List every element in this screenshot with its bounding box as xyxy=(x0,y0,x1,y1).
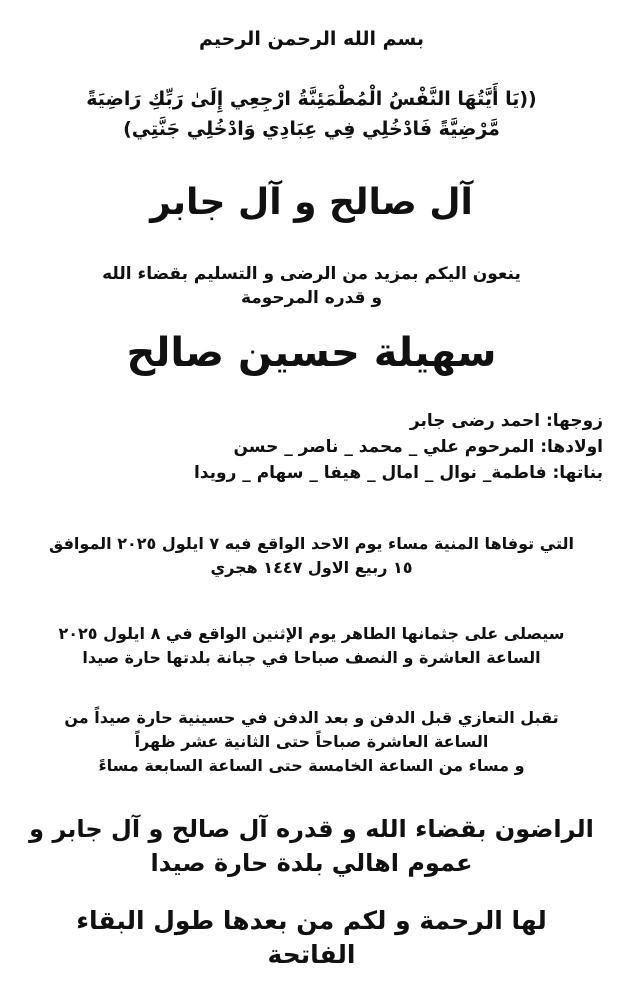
prayer-info-line-2: الساعة العاشرة و النصف صباحا في جبانة بلدتها حارة صيدا xyxy=(82,648,541,667)
final-line-1: لها الرحمة و لكم من بعدها طول البقاء xyxy=(76,906,547,935)
closing-signatories xyxy=(20,812,603,880)
condolence-line-2: الساعة العاشرة صباحاً حتى الثانية عشر ظهراً xyxy=(134,732,489,751)
death-info-line-2: ١٥ ربيع الاول ١٤٤٧ هجري xyxy=(210,558,413,577)
daughters-line: بناتها: فاطمة_ نوال _ امال _ هيفا _ سهام _ رويدا xyxy=(193,463,603,483)
condolence-line-3: و مساء من الساعة الخامسة حتى الساعة السابعة مساءً xyxy=(98,756,525,775)
condolence-info xyxy=(20,706,603,778)
verse-line-1: ((يَا أَيَّتُهَا النَّفْسُ الْمُطْمَئِنَّةُ ارْجِعِي إِلَىٰ رَبِّكِ رَاضِيَةً xyxy=(86,88,537,110)
basmala-heading: بسم الله الرحمن الرحيم xyxy=(199,28,424,50)
funeral-prayer-info xyxy=(20,622,603,670)
condolence-line-1: تقبل التعازي قبل الدفن و بعد الدفن في حسينية حارة صيداً من xyxy=(64,708,559,727)
verse-line-2: مَّرْضِيَّةً فَادْخُلِي فِي عِبَادِي وَادْخُلِي جَنَّتِي) xyxy=(123,118,500,140)
final-line-2: الفاتحة xyxy=(267,940,356,969)
husband-line: زوجها: احمد رضى جابر xyxy=(409,411,603,431)
relatives-list xyxy=(20,408,603,486)
closing-line-1: الراضون بقضاء الله و قدره آل صالح و آل جابر و xyxy=(29,815,594,843)
prayer-info-line-1: سيصلى على جثمانها الطاهر يوم الإثنين الواقع في ٨ ايلول ٢٠٢٥ xyxy=(58,624,565,643)
announcement-line-2: و قدره المرحومة xyxy=(240,288,383,308)
deceased-name: سهيلة حسين صالح xyxy=(126,330,497,376)
closing-line-2: عموم اهالي بلدة حارة صيدا xyxy=(150,849,473,877)
family-title: آل صالح و آل جابر xyxy=(150,182,473,223)
death-info xyxy=(20,532,603,580)
announcement xyxy=(20,262,603,310)
final-prayer xyxy=(20,904,603,972)
sons-line: اولادها: المرحوم علي _ محمد _ ناصر _ حسن xyxy=(233,437,603,457)
death-info-line-1: التي توفاها المنية مساء يوم الاحد الواقع فيه ٧ ايلول ٢٠٢٥ الموافق xyxy=(49,534,574,553)
quran-verse xyxy=(20,84,603,144)
announcement-line-1: ينعون اليكم بمزيد من الرضى و التسليم بقضاء الله xyxy=(102,264,521,284)
